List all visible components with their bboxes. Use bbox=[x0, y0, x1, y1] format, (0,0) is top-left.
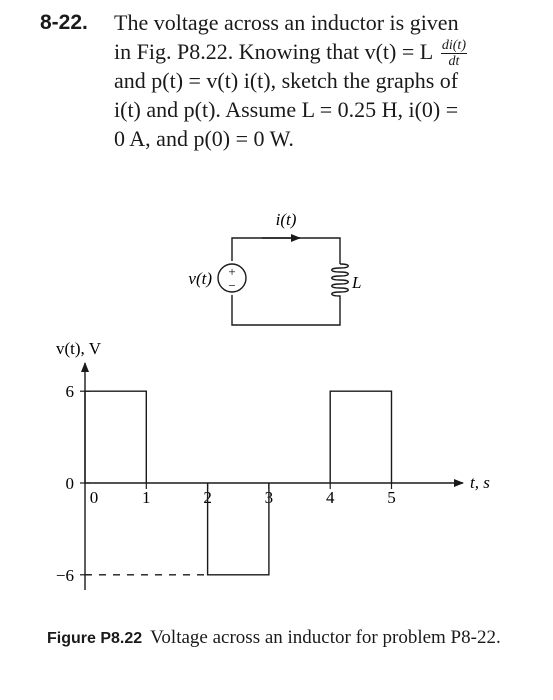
x-tick-label: 2 bbox=[203, 488, 212, 507]
x-tick-label: 1 bbox=[142, 488, 151, 507]
fraction-denominator: dt bbox=[448, 54, 460, 70]
voltage-pulse bbox=[85, 391, 146, 483]
circuit-bottom-wire bbox=[232, 295, 340, 325]
y-tick-label: 0 bbox=[65, 474, 74, 493]
problem-line-5: 0 A, and p(0) = 0 W. bbox=[114, 126, 294, 151]
y-tick-label: 6 bbox=[65, 382, 74, 402]
inductor-label: L bbox=[352, 273, 362, 292]
voltage-pulse bbox=[208, 483, 269, 575]
source-minus-sign: − bbox=[228, 278, 236, 293]
y-tick-label: −6 bbox=[55, 565, 74, 585]
source-plus-sign: + bbox=[228, 264, 236, 279]
figure-caption bbox=[47, 624, 527, 652]
x-tick-label: 4 bbox=[325, 488, 335, 507]
voltage-chart bbox=[56, 339, 490, 590]
x-tick-label: 3 bbox=[264, 488, 274, 507]
x-axis-label: t, s bbox=[470, 473, 490, 492]
circuit-top-wire bbox=[232, 238, 340, 264]
source-label: v(t) bbox=[188, 269, 212, 288]
y-axis-label: v(t), V bbox=[56, 339, 102, 358]
circuit-diagram bbox=[218, 238, 348, 325]
caption-label: Figure P8.22 bbox=[47, 630, 143, 647]
problem-line-2-text: in Fig. P8.22. Knowing that v(t) = L bbox=[114, 39, 433, 64]
x-tick-label: 0 bbox=[89, 488, 99, 507]
problem-line-4: i(t) and p(t). Assume L = 0.25 H, i(0) = bbox=[114, 97, 459, 122]
problem-line-1: The voltage across an inductor is given bbox=[114, 10, 459, 35]
fraction-numerator: di(t) bbox=[441, 38, 466, 54]
problem-line-3: and p(t) = v(t) i(t), sketch the graphs of bbox=[114, 68, 459, 93]
inductor-symbol bbox=[332, 264, 349, 300]
problem-number: 8-22. bbox=[40, 11, 88, 34]
voltage-pulse bbox=[330, 391, 391, 483]
current-label: i(t) bbox=[275, 210, 297, 229]
x-tick-label: 5 bbox=[387, 488, 396, 507]
caption-text: Voltage across an inductor for problem P8-22. bbox=[150, 627, 501, 648]
